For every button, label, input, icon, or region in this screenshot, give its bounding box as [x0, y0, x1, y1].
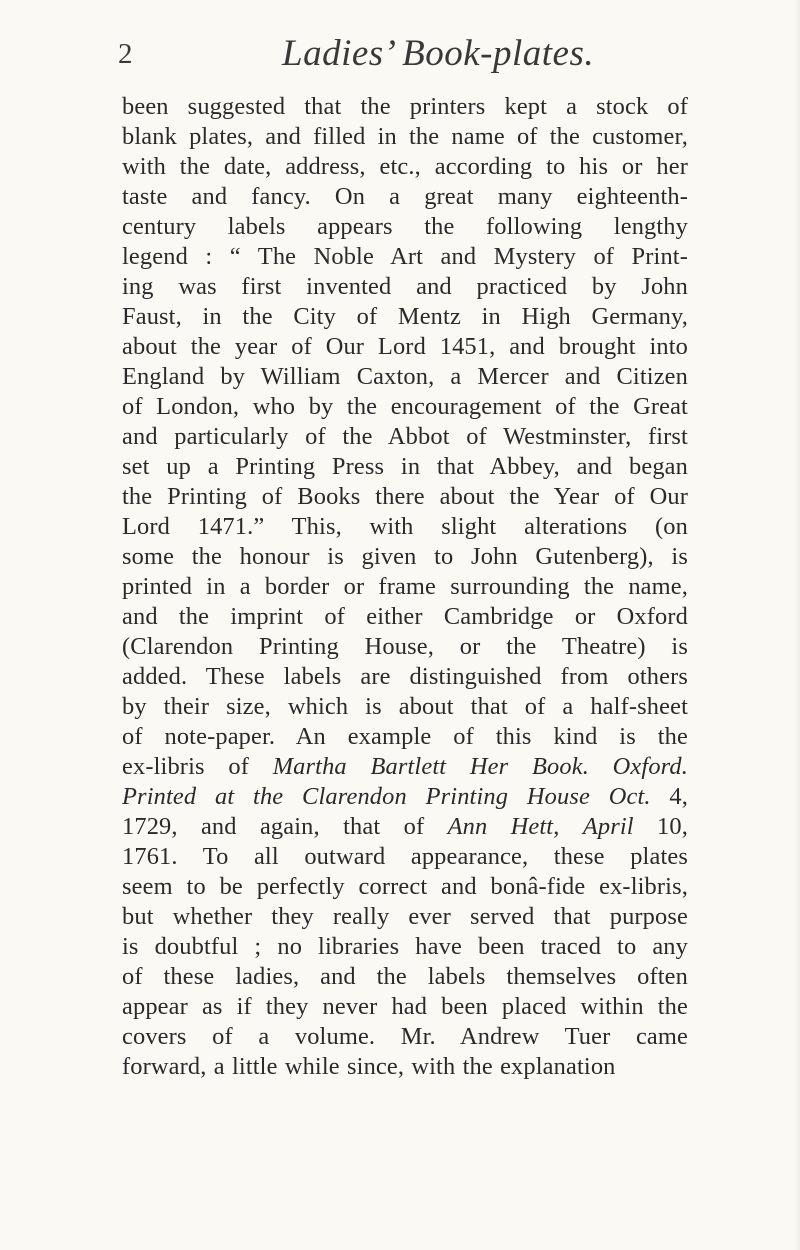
text-line: century labels appears the following lengthy [122, 213, 688, 240]
text-line: some the honour is given to John Gutenberg), is [122, 543, 688, 570]
text-line: is doubtful ; no libraries have been traced to any [122, 933, 688, 960]
text-line: but whether they really ever served that purpose [122, 903, 688, 930]
text-span: 4, [650, 783, 688, 810]
text-line: (Clarendon Printing House, or the Theatre) is [122, 633, 688, 660]
text-line [122, 752, 688, 782]
text-line: been suggested that the printers kept a stock of [122, 93, 688, 120]
italic-citation: Printed at the Clarendon Printing House Oct. [122, 783, 651, 810]
text-line: covers of a volume. Mr. Andrew Tuer came [122, 1023, 688, 1050]
text-line: added. These labels are distinguished from others [122, 663, 688, 690]
text-line: of London, who by the encouragement of the Great [122, 393, 688, 420]
text-line: forward, a little while since, with the explanation [122, 1053, 616, 1080]
text-line: Lord 1471.” This, with slight alterations (on [122, 513, 688, 540]
text-line [122, 782, 688, 812]
text-span: , [553, 813, 583, 840]
italic-citation: Martha Bartlett Her Book. Oxford. [272, 753, 689, 780]
text-line: printed in a border or frame surrounding the name, [122, 573, 688, 600]
text-line: taste and fancy. On a great many eighteenth- [122, 183, 688, 210]
text-line: of note-paper. An example of this kind is the [122, 723, 688, 750]
text-span: ex-libris of [122, 753, 273, 780]
text-line: about the year of Our Lord 1451, and brought into [122, 333, 688, 360]
text-span: 1729, and again, that of [122, 813, 448, 840]
text-line: the Printing of Books there about the Year of Our [122, 483, 688, 510]
text-line: set up a Printing Press in that Abbey, and began [122, 453, 688, 480]
body-text [122, 92, 688, 1082]
text-line: blank plates, and filled in the name of the customer, [122, 123, 688, 150]
text-line: of these ladies, and the labels themselves often [122, 963, 688, 990]
text-line [122, 812, 688, 842]
page-header [0, 32, 800, 82]
page-edge-shadow [794, 0, 800, 1250]
text-span: 10, [633, 813, 688, 840]
text-line: England by William Caxton, a Mercer and Citizen [122, 363, 688, 390]
italic-citation: Ann Hett [447, 813, 554, 840]
text-line: legend : “ The Noble Art and Mystery of Print- [122, 243, 688, 270]
text-line: and particularly of the Abbot of Westminster, first [122, 423, 688, 450]
page-number: 2 [118, 38, 133, 70]
text-line: by their size, which is about that of a half-sheet [122, 693, 688, 720]
text-line: Faust, in the City of Mentz in High Germany, [122, 303, 688, 330]
text-line: 1761. To all outward appearance, these plates [122, 843, 688, 870]
italic-citation: April [582, 813, 634, 840]
text-line: appear as if they never had been placed within the [122, 993, 688, 1020]
text-line: and the imprint of either Cambridge or Oxford [122, 603, 688, 630]
running-title: Ladies’ Book-plates. [282, 33, 595, 74]
text-line: ing was first invented and practiced by John [122, 273, 688, 300]
text-line: with the date, address, etc., according to his or her [122, 153, 688, 180]
text-line: seem to be perfectly correct and bonâ-fide ex-libris, [122, 873, 688, 900]
